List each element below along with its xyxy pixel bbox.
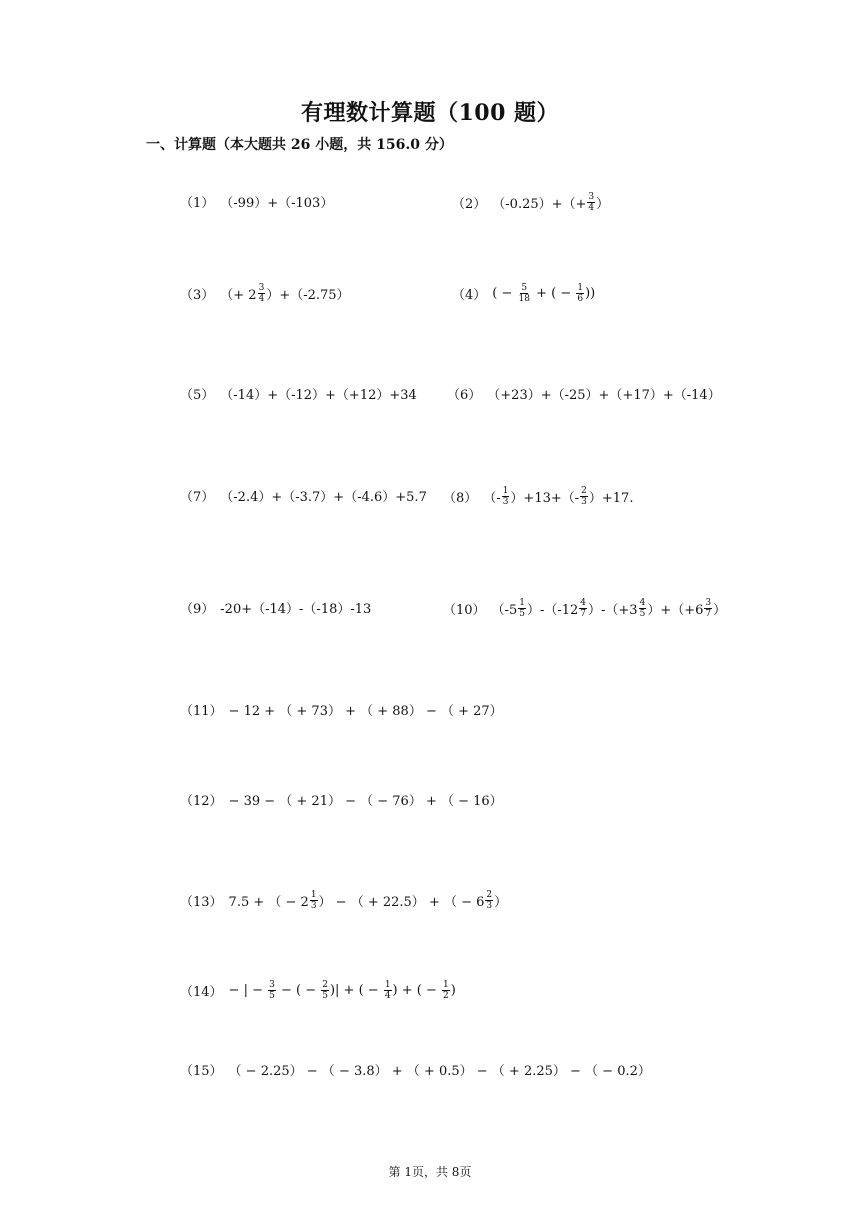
section-heading: 一、计算题（本大题共 26 小题，共 156.0 分） xyxy=(146,137,453,153)
problem-7 xyxy=(180,486,427,505)
expression-text: （ − 2.25） − （ − 3.8） + （ + 0.5） − （ + 2.25） − （ − 0.2） xyxy=(228,1064,651,1079)
problem-4 xyxy=(452,283,595,304)
expression-text: )| + ( − xyxy=(329,983,383,998)
fraction-numerator: 3 xyxy=(269,980,275,990)
problem-15 xyxy=(180,1060,651,1079)
problem-1 xyxy=(180,192,333,211)
fraction-denominator: 4 xyxy=(258,294,265,304)
fraction-denominator: 5 xyxy=(519,609,525,619)
fraction xyxy=(518,283,531,304)
problem-expression xyxy=(483,486,633,507)
problem-expression xyxy=(220,283,349,304)
problem-expression xyxy=(220,192,333,211)
fraction-denominator: 7 xyxy=(705,609,712,619)
problem-5 xyxy=(180,384,417,403)
fraction xyxy=(580,486,588,507)
problem-9 xyxy=(180,598,371,617)
expression-text: )) xyxy=(585,286,596,301)
problem-expression xyxy=(492,192,609,213)
expression-text: ）-（-12 xyxy=(526,603,579,618)
expression-text: − 39 − （ + 21） − （ − 76） + （ − 16） xyxy=(228,794,503,809)
problem-10 xyxy=(443,598,726,619)
fraction xyxy=(579,598,587,619)
fraction xyxy=(310,890,318,911)
fraction-denominator: 5 xyxy=(639,609,646,619)
problem-2 xyxy=(452,192,609,213)
problem-number: （2） xyxy=(452,197,487,212)
fraction-denominator: 4 xyxy=(384,991,391,1001)
problem-12 xyxy=(180,790,503,809)
problem-number: （9） xyxy=(180,602,215,617)
fraction-denominator: 2 xyxy=(443,991,449,1001)
expression-text: （-2.4）+（-3.7）+（-4.6）+5.7 xyxy=(220,490,427,505)
expression-text: ） xyxy=(494,895,508,910)
problem-expression xyxy=(492,598,727,619)
problem-expression xyxy=(220,486,427,505)
fraction xyxy=(587,192,595,213)
problem-13 xyxy=(180,890,507,911)
fraction-numerator: 4 xyxy=(580,598,587,608)
expression-text: （+ 2 xyxy=(220,288,257,303)
fraction-denominator: 5 xyxy=(269,991,275,1001)
fraction xyxy=(502,486,510,507)
fraction-numerator: 1 xyxy=(519,598,525,608)
problem-number: （4） xyxy=(452,288,487,303)
fraction xyxy=(268,980,276,1001)
problem-11 xyxy=(180,700,503,719)
expression-text: （-14）+（-12）+（+12）+34 xyxy=(220,388,417,403)
fraction-numerator: 2 xyxy=(486,890,493,900)
page-title: 有理数计算题（100 题） xyxy=(300,100,560,126)
fraction xyxy=(576,283,584,304)
problem-expression xyxy=(220,598,371,617)
problem-3 xyxy=(180,283,350,304)
expression-text: + ( − xyxy=(531,286,576,301)
problem-number: （14） xyxy=(180,985,223,1000)
problem-number: （12） xyxy=(180,794,223,809)
problem-expression xyxy=(229,980,456,1001)
problem-number: （6） xyxy=(447,388,482,403)
expression-text: ) xyxy=(450,983,456,998)
fraction-denominator: 4 xyxy=(588,203,595,213)
expression-text: ） − （ + 22.5） + （ − 6 xyxy=(318,895,485,910)
problem-number: （5） xyxy=(180,388,215,403)
fraction-denominator: 6 xyxy=(577,294,584,304)
expression-text: ） xyxy=(596,197,610,212)
expression-text: − 12 + （ + 73） + （ + 88） − （ + 27） xyxy=(228,704,503,719)
fraction-denominator: 3 xyxy=(502,497,509,507)
fraction-numerator: 3 xyxy=(258,283,265,293)
expression-text: ） xyxy=(713,603,727,618)
fraction-numerator: 2 xyxy=(581,486,587,496)
problem-8 xyxy=(443,486,633,507)
fraction xyxy=(258,283,266,304)
expression-text: （-99）+（-103） xyxy=(220,196,334,211)
problem-number: （11） xyxy=(180,704,223,719)
expression-text: ）+（+6 xyxy=(647,603,704,618)
fraction-denominator: 7 xyxy=(580,609,587,619)
fraction-numerator: 5 xyxy=(521,283,528,293)
problem-expression xyxy=(229,1060,651,1079)
problem-expression xyxy=(487,384,720,403)
fraction-numerator: 1 xyxy=(577,283,584,293)
fraction-numerator: 1 xyxy=(502,486,509,496)
fraction xyxy=(321,980,329,1001)
problem-number: （13） xyxy=(180,895,223,910)
expression-text: （+23）+（-25）+（+17）+（-14） xyxy=(487,388,721,403)
expression-text: （-0.25）+（+ xyxy=(492,197,587,212)
expression-text: ）+17. xyxy=(588,491,634,506)
problem-expression xyxy=(220,384,417,403)
fraction xyxy=(639,598,647,619)
expression-text: ）+13+（- xyxy=(510,491,580,506)
fraction-numerator: 2 xyxy=(322,980,328,990)
problem-number: （8） xyxy=(443,491,478,506)
fraction-denominator: 3 xyxy=(581,497,587,507)
fraction-numerator: 1 xyxy=(384,980,391,990)
problem-number: （3） xyxy=(180,288,215,303)
problem-expression xyxy=(492,283,595,304)
fraction-denominator: 18 xyxy=(518,294,530,304)
fraction-denominator: 3 xyxy=(310,901,317,911)
expression-text: （-5 xyxy=(491,603,518,618)
fraction-numerator: 1 xyxy=(443,980,449,990)
expression-text: ) + ( − xyxy=(392,983,442,998)
fraction-numerator: 4 xyxy=(639,598,646,608)
fraction-numerator: 3 xyxy=(705,598,712,608)
fraction-numerator: 1 xyxy=(310,890,317,900)
expression-text: （- xyxy=(483,491,501,506)
expression-text: 7.5 + （ − 2 xyxy=(228,895,309,910)
expression-text: − ( − xyxy=(276,983,321,998)
problem-number: （10） xyxy=(443,603,486,618)
fraction-numerator: 3 xyxy=(588,192,595,202)
problem-6 xyxy=(447,384,721,403)
page-footer: 第 1页，共 8页 xyxy=(388,1165,472,1179)
problem-expression xyxy=(229,790,503,809)
expression-text: ）+（-2.75） xyxy=(266,288,350,303)
fraction-denominator: 3 xyxy=(486,901,493,911)
problem-expression xyxy=(229,890,508,911)
fraction xyxy=(518,598,526,619)
fraction xyxy=(442,980,450,1001)
fraction-denominator: 5 xyxy=(322,991,328,1001)
fraction xyxy=(704,598,712,619)
expression-text: ( − xyxy=(492,286,517,301)
problem-number: （7） xyxy=(180,490,215,505)
problem-expression xyxy=(229,700,503,719)
expression-text: -20+（-14）-（-18）-13 xyxy=(220,602,372,617)
fraction xyxy=(485,890,493,911)
expression-text: − | − xyxy=(228,983,268,998)
problem-number: （1） xyxy=(180,196,215,211)
problem-number: （15） xyxy=(180,1064,223,1079)
problem-14 xyxy=(180,980,456,1001)
expression-text: ）-（+3 xyxy=(588,603,638,618)
fraction xyxy=(384,980,392,1001)
